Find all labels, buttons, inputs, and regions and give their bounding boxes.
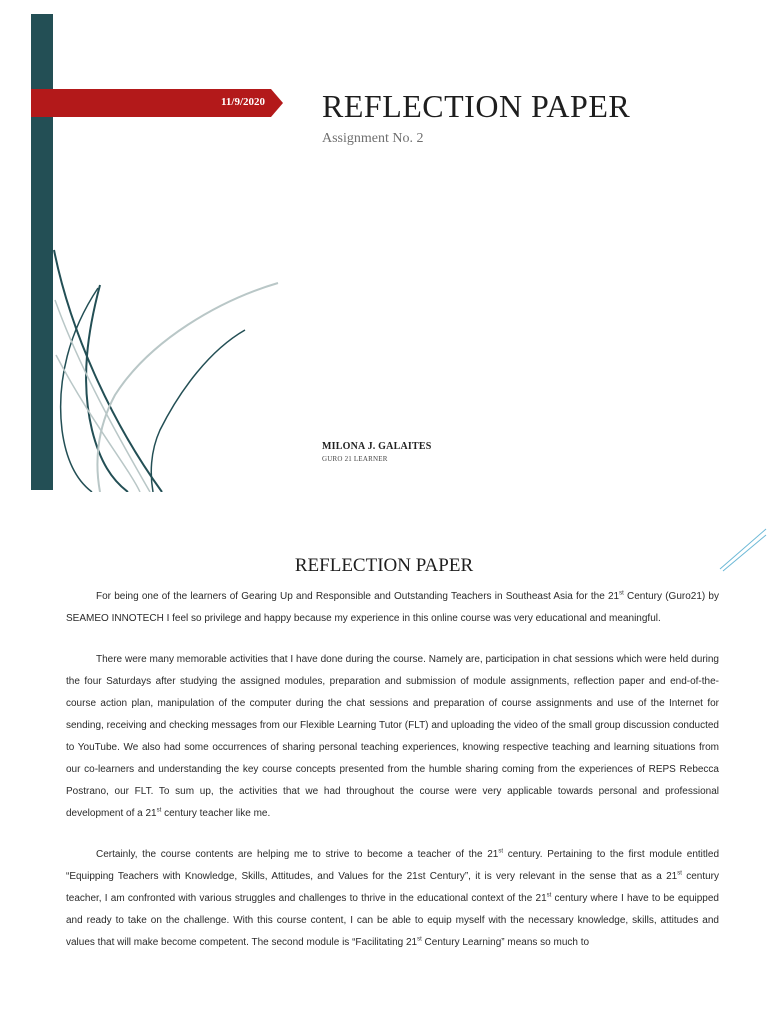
cover-subtitle: Assignment No. 2	[322, 131, 424, 146]
paragraph-1: For being one of the learners of Gearing Up and Responsible and Outstanding Teachers in Southeast Asia for the 21st Century (Guro21) by SEAMEO INNOTECH I feel so privilege and happy because my experience in this online course was very educational and meaningful.	[66, 590, 719, 624]
cover-date: 11/9/2020	[221, 96, 266, 108]
paragraph-3: Certainly, the course contents are helping me to strive to become a teacher of the 21st century. Pertaining to the first module entitled “Equipping Teachers with Knowledge, Skills, Attitudes, and Values for the 21st Century”, it is very relevant in the sense that as a 21st century teacher, I am confronted with various struggles and challenges to thrive in the educational context of the 21st century where I have to be equipped and ready to take on the challenge. With this course content, I can be able to equip myself with the necessary knowledge, skills, attitudes and values that will make become competent. The second module is “Facilitating 21st Century Learning” means so much to	[66, 848, 720, 948]
author-role: GURO 21 LEARNER	[322, 455, 388, 463]
paragraph-2: There were many memorable activities that I have done during the course. Namely are, participation in chat sessions which were held during the four Saturdays after studying the assigned modules, preparation and submission of module assignments, reflection paper and end-of-the-course action plan, manipulation of the computer during the chat sessions and preparation of course assignments and use of the Internet for sending, receiving and checking messages from our Flexible Learning Tutor (FLT) and uploading the video of the small group discussion conducted to YouTube. We also had some occurrences of sharing personal teaching experiences, knowing respective teaching and learning situations from our co-learners and understanding the key course concepts presented from the humble sharing coming from the experiences of REPS Rebecca Postrano, our FLT. To sum up, the activities that we had throughout the course were very applicable towards personal and professional development of a 21st century teacher like me.	[66, 654, 719, 819]
author-name: MILONA J. GALAITES	[322, 441, 432, 452]
cover-page	[0, 0, 768, 492]
document-body	[66, 586, 719, 973]
decorative-swoosh-graphic	[0, 0, 300, 492]
document-title: REFLECTION PAPER	[294, 555, 474, 576]
cover-title: REFLECTION PAPER	[322, 88, 631, 124]
